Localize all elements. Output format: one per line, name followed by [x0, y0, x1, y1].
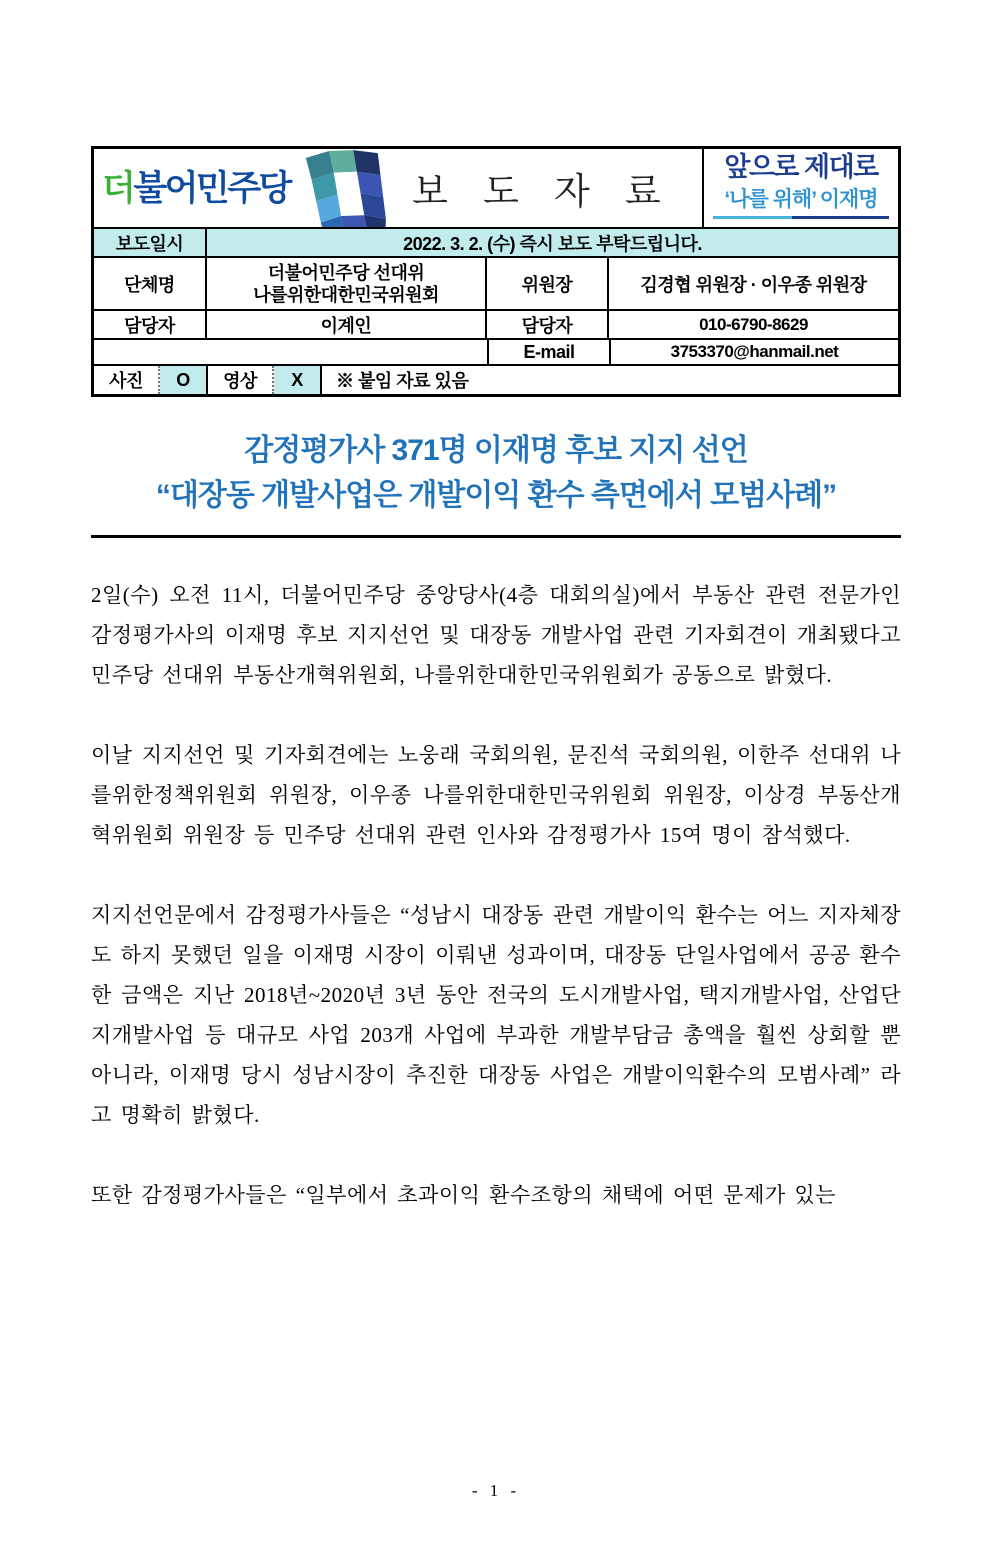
contact-name: 이계인 — [207, 311, 487, 338]
press-release-body — [91, 575, 901, 1215]
video-label: 영상 — [208, 366, 274, 394]
title-line1: 감정평가사 371명 이재명 후보 지지 선언 — [244, 434, 748, 467]
chairman-label: 위원장 — [487, 258, 609, 309]
slogan-line2: ‘나를 위해’ 이재명 — [724, 187, 878, 211]
body-paragraph-4: 또한 감정평가사들은 “일부에서 초과이익 환수조항의 채택에 어떤 문제가 있는 — [91, 1183, 836, 1207]
title-divider — [91, 535, 901, 538]
press-release-title — [91, 428, 901, 518]
body-paragraph-3: 지지선언문에서 감정평가사들은 “성남시 대장동 관련 개발이익 환수는 어느 지자체장도 하지 못했던 일을 이재명 시장이 이뤄낸 성과이며, 대장동 단일사업에서 공공 환수한 금액은 지난 2018년~2020년 3년 동안 전국의 도시개발사업, 택지개발사업, 산업단지개발사업 등 대규모 사업 203개 사업에 부과한 개발부담금 총액을 훨씬 상회할 뿐 아니라, 이재명 당시 성남시장이 추진한 대장동 사업은 개발이익환수의 모범사례” 라고 명확히 밝혔다. — [91, 903, 901, 1127]
release-datetime-value: 2022. 3. 2. (수) 즉시 보도 부탁드립니다. — [403, 233, 702, 254]
organization-value — [207, 258, 487, 309]
attachment-note: ※ 붙임 자료 있음 — [336, 371, 469, 391]
phone-value: 010-6790-8629 — [699, 314, 808, 334]
photo-label: 사진 — [94, 366, 160, 394]
organization-line1: 더불어민주당 선대위 — [267, 262, 425, 283]
email-value: 3753370@hanmail.net — [670, 342, 839, 361]
photo-value: O — [160, 366, 208, 394]
party-flag-icon — [292, 149, 388, 227]
body-paragraph-2: 이날 지지선언 및 기자회견에는 노웅래 국회의원, 문진석 국회의원, 이한주 선대위 나를위한정책위원회 위원장, 이우종 나를위한대한민국위원회 위원장, 이상경 부동산개혁위원회 위원장 등 민주당 선대위 관련 인사와 감정평가사 15여 명이 참석했다. — [91, 743, 901, 847]
chairman-value: 김경협 위원장 · 이우종 위원장 — [640, 274, 867, 295]
body-paragraph-1: 2일(수) 오전 11시, 더불어민주당 중앙당사(4층 대회의실)에서 부동산 관련 전문가인 감정평가사의 이재명 후보 지지선언 및 대장동 개발사업 관련 기자회견이 개최됐다고 민주당 선대위 부동산개혁위원회, 나를위한대한민국위원회가 공동으로 밝혔다. — [91, 583, 901, 687]
campaign-slogan — [702, 149, 898, 227]
party-logo — [102, 149, 388, 227]
email-row-empty-cell — [94, 340, 489, 364]
masthead-cell — [94, 149, 702, 227]
organization-line2: 나를위한대한민국위원회 — [253, 284, 439, 305]
media-availability-row — [94, 366, 898, 394]
contact-row — [94, 311, 898, 340]
doc-type-title: 보 도 자 료 — [412, 172, 674, 213]
slogan-underline — [713, 216, 889, 219]
video-value: X — [274, 366, 322, 394]
release-datetime-row — [94, 229, 898, 258]
contact-label: 담당자 — [94, 311, 207, 338]
organization-label: 단체명 — [94, 258, 207, 309]
party-logo-text-blue: 불어민주당 — [133, 168, 290, 208]
party-logo-text — [102, 168, 290, 208]
press-header-table — [91, 146, 901, 397]
title-line2: “대장동 개발사업은 개발이익 환수 측면에서 모범사례” — [155, 479, 837, 512]
slogan-line1: 앞으로 제대로 — [724, 152, 878, 183]
release-datetime-label: 보도일시 — [94, 229, 207, 256]
email-row — [94, 340, 898, 366]
organization-row — [94, 258, 898, 311]
phone-label: 담당자 — [487, 311, 609, 338]
masthead-row — [94, 149, 898, 229]
press-release-document — [91, 146, 901, 1215]
party-logo-text-green: 더 — [102, 168, 134, 208]
page-number: - 1 - — [471, 1481, 521, 1500]
email-label: E-mail — [489, 340, 611, 364]
